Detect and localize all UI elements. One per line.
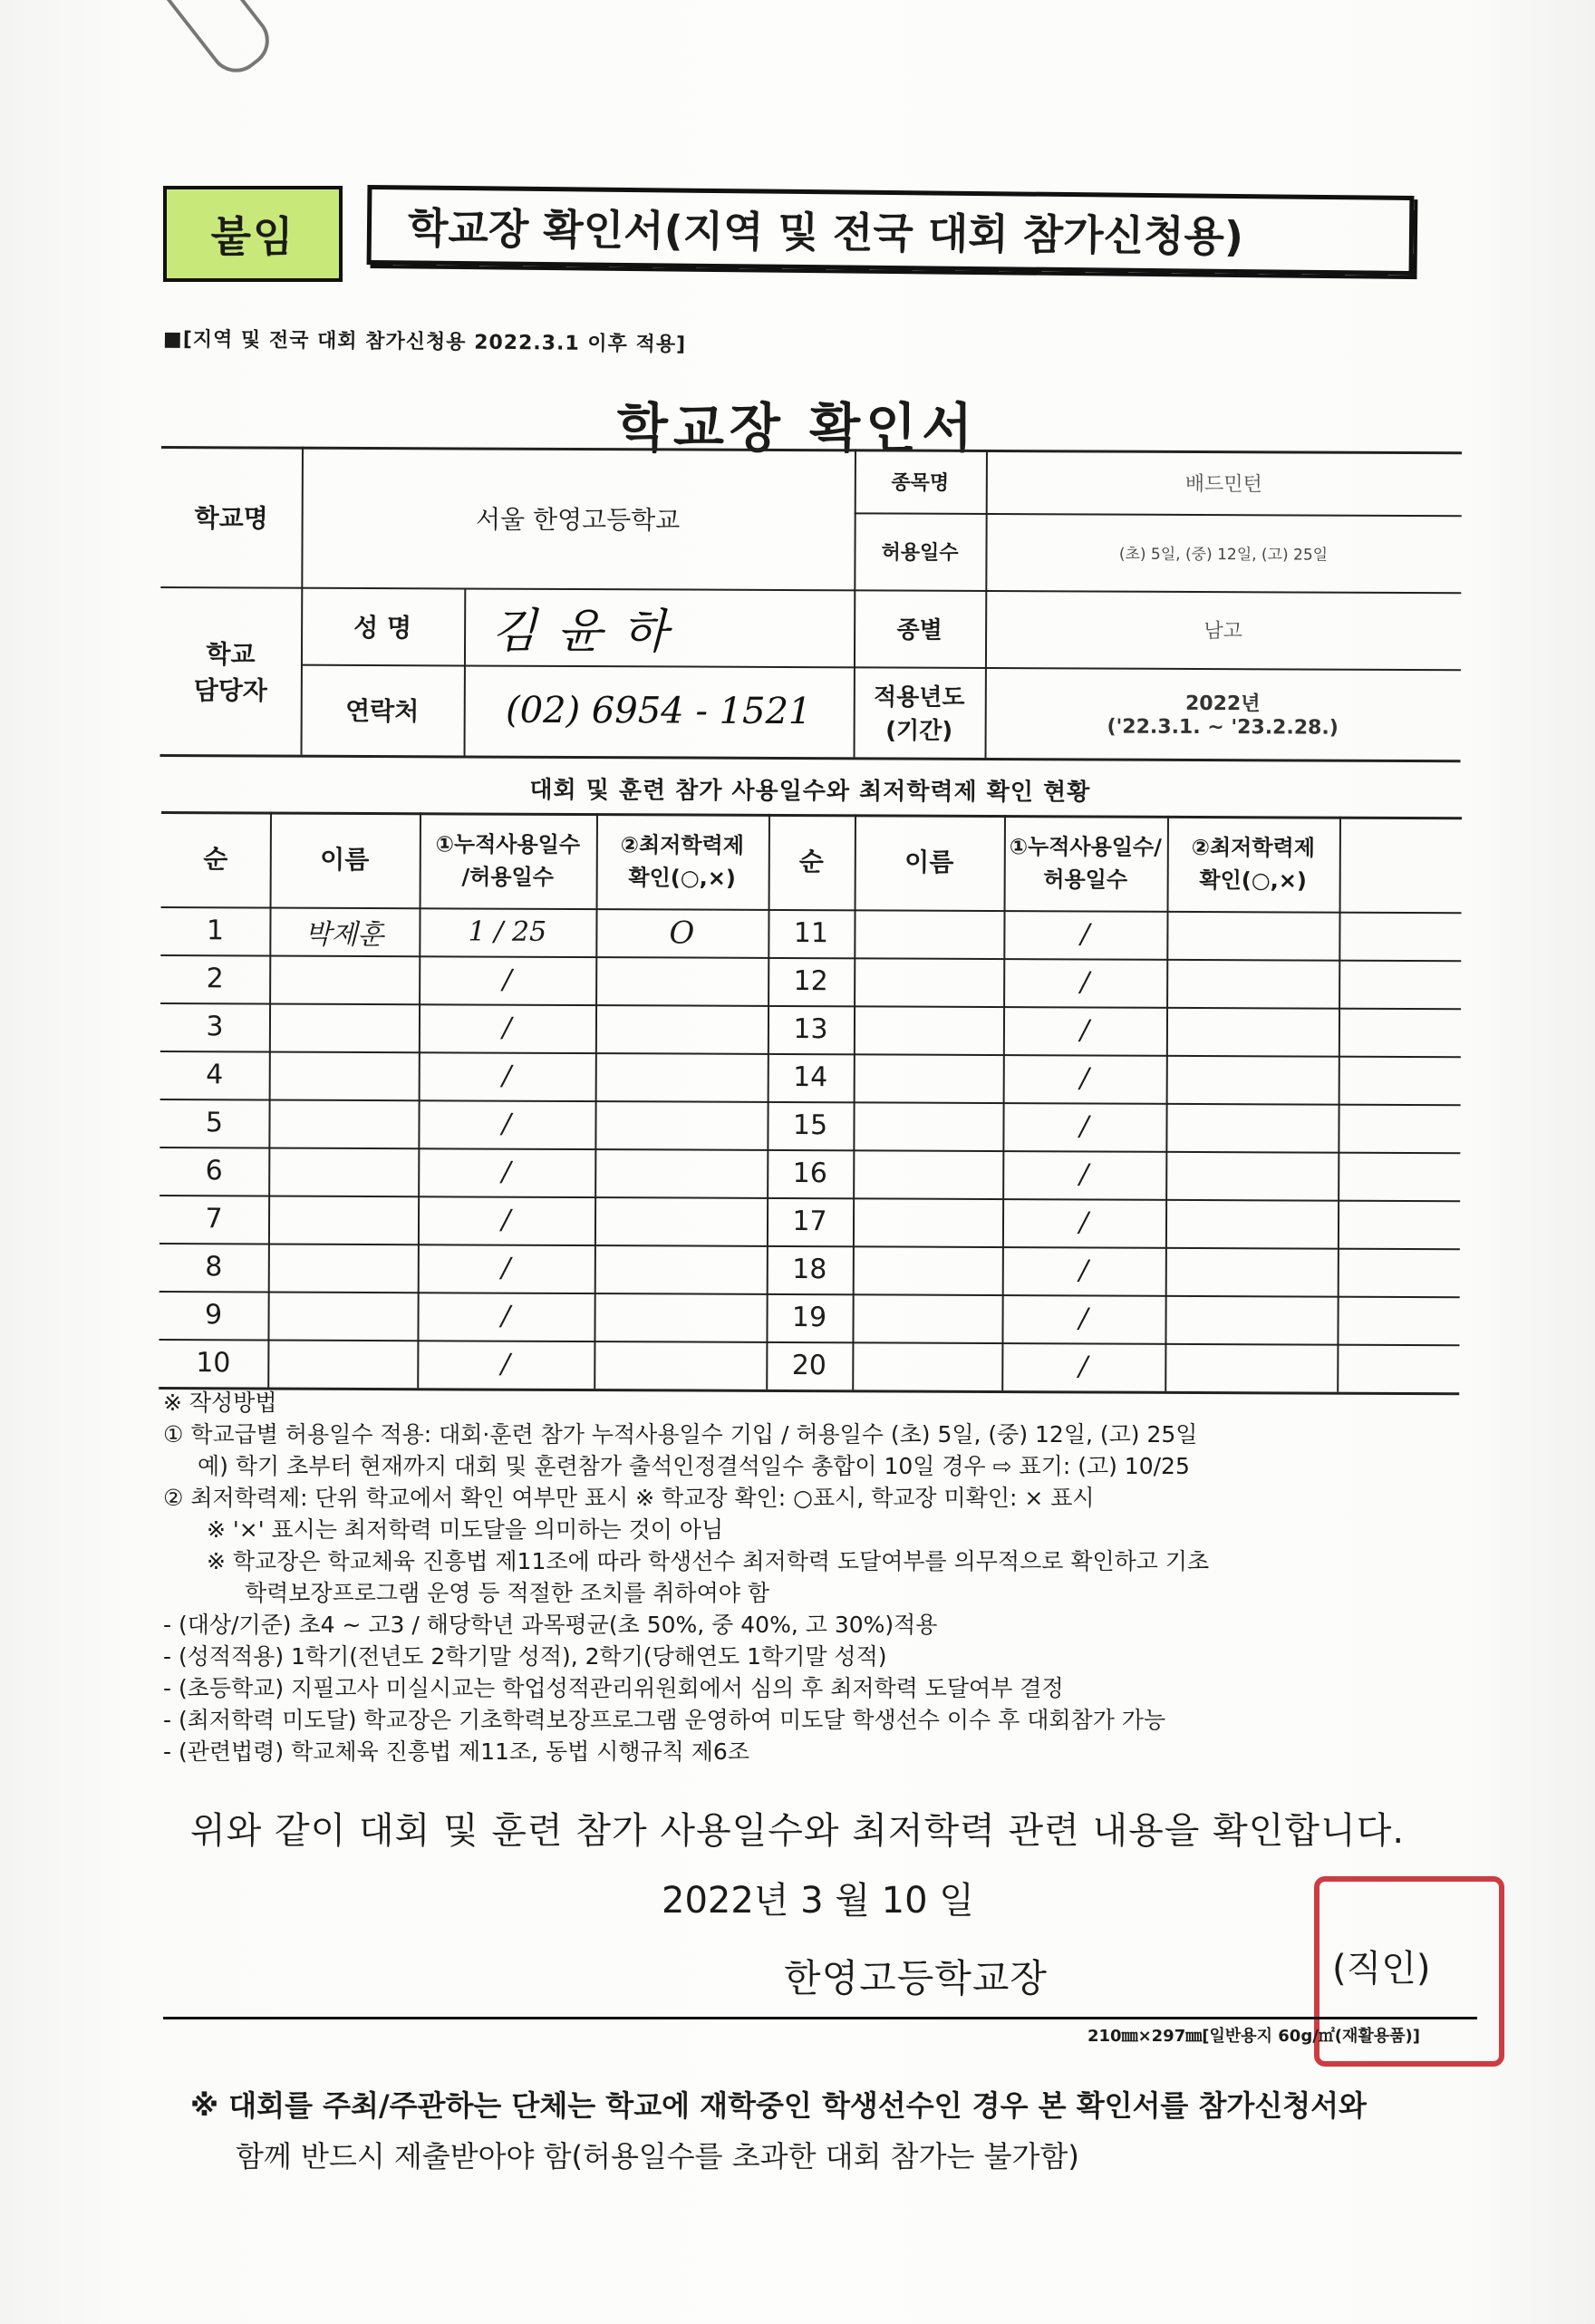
- record-name-cell: [267, 1292, 417, 1341]
- record-no-cell: 13: [793, 1013, 828, 1046]
- record-days-cell: /: [500, 1348, 510, 1380]
- manager-name-value: 김윤하: [490, 604, 688, 660]
- year-value-line1: 2022년: [1184, 692, 1261, 716]
- detail-laws: - (관련법령) 학교체육 진흥법 제11조, 동법 시행규칙 제6조: [163, 1738, 749, 1765]
- record-no-cell: 19: [791, 1302, 827, 1334]
- record-no-cell: 9: [204, 1299, 223, 1331]
- record-no-cell: 14: [793, 1061, 828, 1094]
- record-days-cell: /: [1078, 1206, 1089, 1239]
- record-no-cell: 18: [792, 1254, 827, 1286]
- record-min-cell: [594, 1244, 767, 1293]
- record-days-cell: /: [1078, 1302, 1088, 1335]
- instruction-1-example: 예) 학기 초부터 현재까지 대회 및 훈련참가 출석인정결석일수 총합이 10일 경우 ⇨ 표기: (고) 10/25: [198, 1453, 1190, 1479]
- record-days-cell: /: [1078, 1254, 1088, 1287]
- record-no-cell: 7: [205, 1203, 223, 1235]
- records-header-cell: [1004, 815, 1167, 911]
- records-header-cell: [420, 812, 596, 908]
- record-days-cell: /: [1080, 918, 1090, 951]
- record-min-cell: [594, 1293, 766, 1341]
- records-header-subtext: 허용일수: [1043, 866, 1128, 893]
- document-title: 학교장 확인서(지역 및 전국 대회 참가신청용): [367, 185, 1415, 276]
- confirmation-statement: 위와 같이 대회 및 훈련 참가 사용일수와 최저학력 관련 내용을 확인합니다.: [190, 1810, 1406, 1852]
- record-name-cell: [268, 1099, 418, 1148]
- record-days-cell: /: [1080, 966, 1090, 999]
- record-min-cell: [1166, 959, 1339, 1008]
- record-name-cell: [854, 957, 1003, 1006]
- year-value-line2: ('22.3.1. ~ '23.2.28.): [1107, 715, 1339, 740]
- record-min-cell: O: [669, 914, 695, 952]
- event-value: 배드민턴: [1184, 472, 1262, 496]
- record-min-cell: [594, 1148, 767, 1197]
- record-no-cell: 2: [206, 963, 224, 995]
- record-name-cell: [268, 1196, 418, 1244]
- records-header-text: 순: [798, 846, 824, 876]
- form-title: 학교장 확인서: [616, 397, 979, 459]
- record-days-cell: /: [1079, 1014, 1090, 1047]
- record-min-cell: [1165, 1295, 1337, 1344]
- year-label-line2: (기간): [885, 717, 953, 745]
- record-name-cell: [852, 1293, 1001, 1342]
- record-min-cell: [595, 1052, 768, 1101]
- seal-label: (직인): [1332, 1948, 1431, 1990]
- record-no-cell: 10: [196, 1347, 231, 1380]
- record-no-cell: 16: [792, 1157, 827, 1190]
- allowed-days-value: (초) 5일, (중) 12일, (고) 25일: [1118, 545, 1329, 565]
- record-min-cell: [595, 956, 768, 1005]
- manager-label-line2: 담당자: [193, 674, 267, 706]
- instruction-2: ② 최저학력제: 단위 학교에서 확인 여부만 표시 ※ 학교장 확인: ○표시, 학교장 미확인: × 표시: [163, 1485, 1095, 1511]
- issue-date: 2022년 3 월 10 일: [662, 1880, 974, 1922]
- detail-elementary: - (초등학교) 지필고사 미실시교는 학업성적관리위원회에서 심의 후 최저학력 도달여부 결정: [163, 1675, 1064, 1701]
- record-name-cell: [853, 1245, 1002, 1294]
- record-name-cell: [853, 1197, 1002, 1246]
- gender-label: 종별: [896, 616, 942, 644]
- record-days-cell: /: [501, 1108, 512, 1140]
- record-days-cell: /: [1079, 1110, 1089, 1143]
- contact-value: (02) 6954 - 1521: [505, 689, 812, 733]
- records-header-text: 이름: [320, 844, 370, 875]
- record-days-cell: /: [501, 1204, 511, 1236]
- school-value: 서울 한영고등학교: [475, 504, 681, 535]
- record-min-cell: [1165, 1199, 1338, 1248]
- record-min-cell: [1165, 1151, 1338, 1200]
- records-header-cell: [161, 811, 270, 907]
- record-no-cell: 1: [206, 915, 225, 947]
- footnote-line1: ※ 대회를 주최/주관하는 단체는 학교에 재학중인 학생선수인 경우 본 확인서를 참가신청서와: [190, 2088, 1367, 2123]
- instruction-1: ① 학교급별 허용일수 적용: 대회·훈련 참가 누적사용일수 기입 / 허용일수 (초) 5일, (중) 12일, (고) 25일: [163, 1421, 1198, 1448]
- instruction-2-note-a: ※ '×' 표시는 최저학력 미도달을 의미하는 것이 아님: [207, 1516, 724, 1543]
- instructions-heading: ※ 작성방법: [163, 1390, 277, 1416]
- records-header-cell: [1167, 816, 1339, 912]
- record-days-cell: /: [500, 1300, 511, 1332]
- record-min-cell: [1165, 1343, 1337, 1392]
- record-days-cell: /: [501, 1252, 511, 1284]
- detail-not-reached: - (최저학력 미도달) 학교장은 기초학력보장프로그램 운영하여 미도달 학생선수 이수 후 대회참가 가능: [163, 1707, 1166, 1733]
- record-name-cell: [853, 1149, 1002, 1198]
- record-min-cell: [1166, 911, 1339, 960]
- record-min-cell: [1165, 1247, 1338, 1296]
- records-header-cell: [270, 812, 420, 908]
- records-header-cell: [855, 814, 1004, 910]
- record-min-cell: [595, 1004, 768, 1053]
- records-header-subtext: /허용일수: [461, 863, 554, 890]
- record-no-cell: 11: [793, 917, 829, 950]
- bottom-rule: [163, 2017, 1477, 2019]
- instruction-2-note-b: ※ 학교장은 학교체육 진흥법 제11조에 따라 학생선수 최저학력 도달여부를 의무적으로 확인하고 기초: [207, 1548, 1210, 1574]
- record-name-cell: [852, 1341, 1001, 1390]
- gender-value: 남고: [1204, 620, 1242, 644]
- record-no-cell: 12: [793, 965, 828, 998]
- detail-target: - (대상/기준) 초4 ~ 고3 / 해당학년 과목평균(초 50%, 중 40%, 고 30%)적용: [163, 1612, 938, 1638]
- paper-size-note: 210㎜×297㎜[일반용지 60g/㎡(재활용품)]: [1088, 2027, 1421, 2046]
- manager-label: [160, 586, 302, 755]
- records-header-text: ②최저학력제: [620, 831, 745, 858]
- allowed-days-label: 허용일수: [881, 541, 959, 565]
- records-header-subtext: 확인(○,×): [628, 864, 736, 891]
- event-label: 종목명: [891, 471, 950, 495]
- record-days-cell: /: [1078, 1351, 1088, 1383]
- records-header-cell: [768, 814, 855, 909]
- records-header-text: ①누적사용일수: [435, 830, 581, 857]
- records-header-text: 이름: [904, 847, 954, 877]
- footnote-line2: 함께 반드시 제출받아야 함(허용일수를 초과한 대회 참가는 불가함): [236, 2139, 1079, 2174]
- records-section-title: 대회 및 훈련 참가 사용일수와 최저학력제 확인 현황: [529, 776, 1091, 806]
- record-days-cell: /: [1079, 1158, 1089, 1191]
- record-name-cell: [269, 955, 419, 1004]
- record-no-cell: 8: [205, 1251, 223, 1283]
- record-min-cell: [1166, 1055, 1339, 1104]
- school-label: 학교명: [194, 502, 268, 534]
- principal-title: 한영고등학교장: [784, 1956, 1049, 2000]
- record-min-cell: [594, 1196, 767, 1245]
- record-no-cell: 5: [205, 1107, 224, 1139]
- record-name-cell: 박제훈: [304, 918, 384, 951]
- record-min-cell: [594, 1100, 767, 1149]
- year-value: [985, 667, 1461, 760]
- record-days-cell: 1 / 25: [468, 915, 547, 948]
- instructions: [163, 1387, 1468, 1767]
- record-days-cell: /: [502, 1060, 512, 1092]
- record-name-cell: [268, 1244, 418, 1293]
- record-no-cell: 4: [206, 1059, 224, 1091]
- submission-footnote: [190, 2080, 1367, 2182]
- record-no-cell: 15: [792, 1109, 828, 1142]
- record-no-cell: 6: [205, 1155, 223, 1187]
- record-no-cell: 3: [206, 1011, 224, 1043]
- record-no-cell: 20: [791, 1350, 827, 1382]
- record-name-cell: [268, 1147, 418, 1196]
- record-name-cell: [269, 1051, 419, 1100]
- record-days-cell: /: [502, 963, 512, 996]
- record-no-cell: 17: [792, 1206, 827, 1238]
- records-header-cell: [596, 813, 768, 909]
- record-name-cell: [854, 1005, 1003, 1054]
- records-header-text: ②최저학력제: [1191, 834, 1316, 861]
- detail-grades: - (성적적용) 1학기(전년도 2학기말 성적), 2학기(당해연도 1학기말 성적): [163, 1643, 887, 1670]
- record-days-cell: /: [502, 1012, 512, 1044]
- record-name-cell: [854, 1053, 1003, 1102]
- manager-label-line1: 학교: [206, 638, 256, 669]
- record-name-cell: [854, 909, 1003, 958]
- year-label-line1: 적용년도: [873, 683, 965, 712]
- record-name-cell: [853, 1101, 1002, 1150]
- record-min-cell: [1166, 1007, 1339, 1056]
- records-header-text: 순: [203, 843, 228, 874]
- year-label: [854, 666, 985, 758]
- record-min-cell: [594, 1341, 766, 1390]
- applicability-note: ■[지역 및 전국 대회 참가신청용 2022.3.1 이후 적용]: [162, 327, 687, 357]
- document-header: [163, 186, 1418, 286]
- records-header-subtext: 확인(○,×): [1199, 867, 1307, 894]
- record-min-cell: [1165, 1103, 1338, 1152]
- record-name-cell: [267, 1340, 417, 1389]
- record-days-cell: /: [501, 1156, 511, 1188]
- attachment-badge: 붙임: [163, 186, 343, 282]
- contact-label: 연락처: [345, 695, 420, 727]
- name-label: 성 명: [353, 612, 412, 643]
- record-days-cell: /: [1079, 1062, 1089, 1095]
- records-header-text: ①누적사용일수/: [1009, 833, 1162, 860]
- instruction-2-note-c: 학력보장프로그램 운영 등 적절한 조치를 취하여야 함: [245, 1580, 769, 1606]
- record-name-cell: [269, 1003, 419, 1052]
